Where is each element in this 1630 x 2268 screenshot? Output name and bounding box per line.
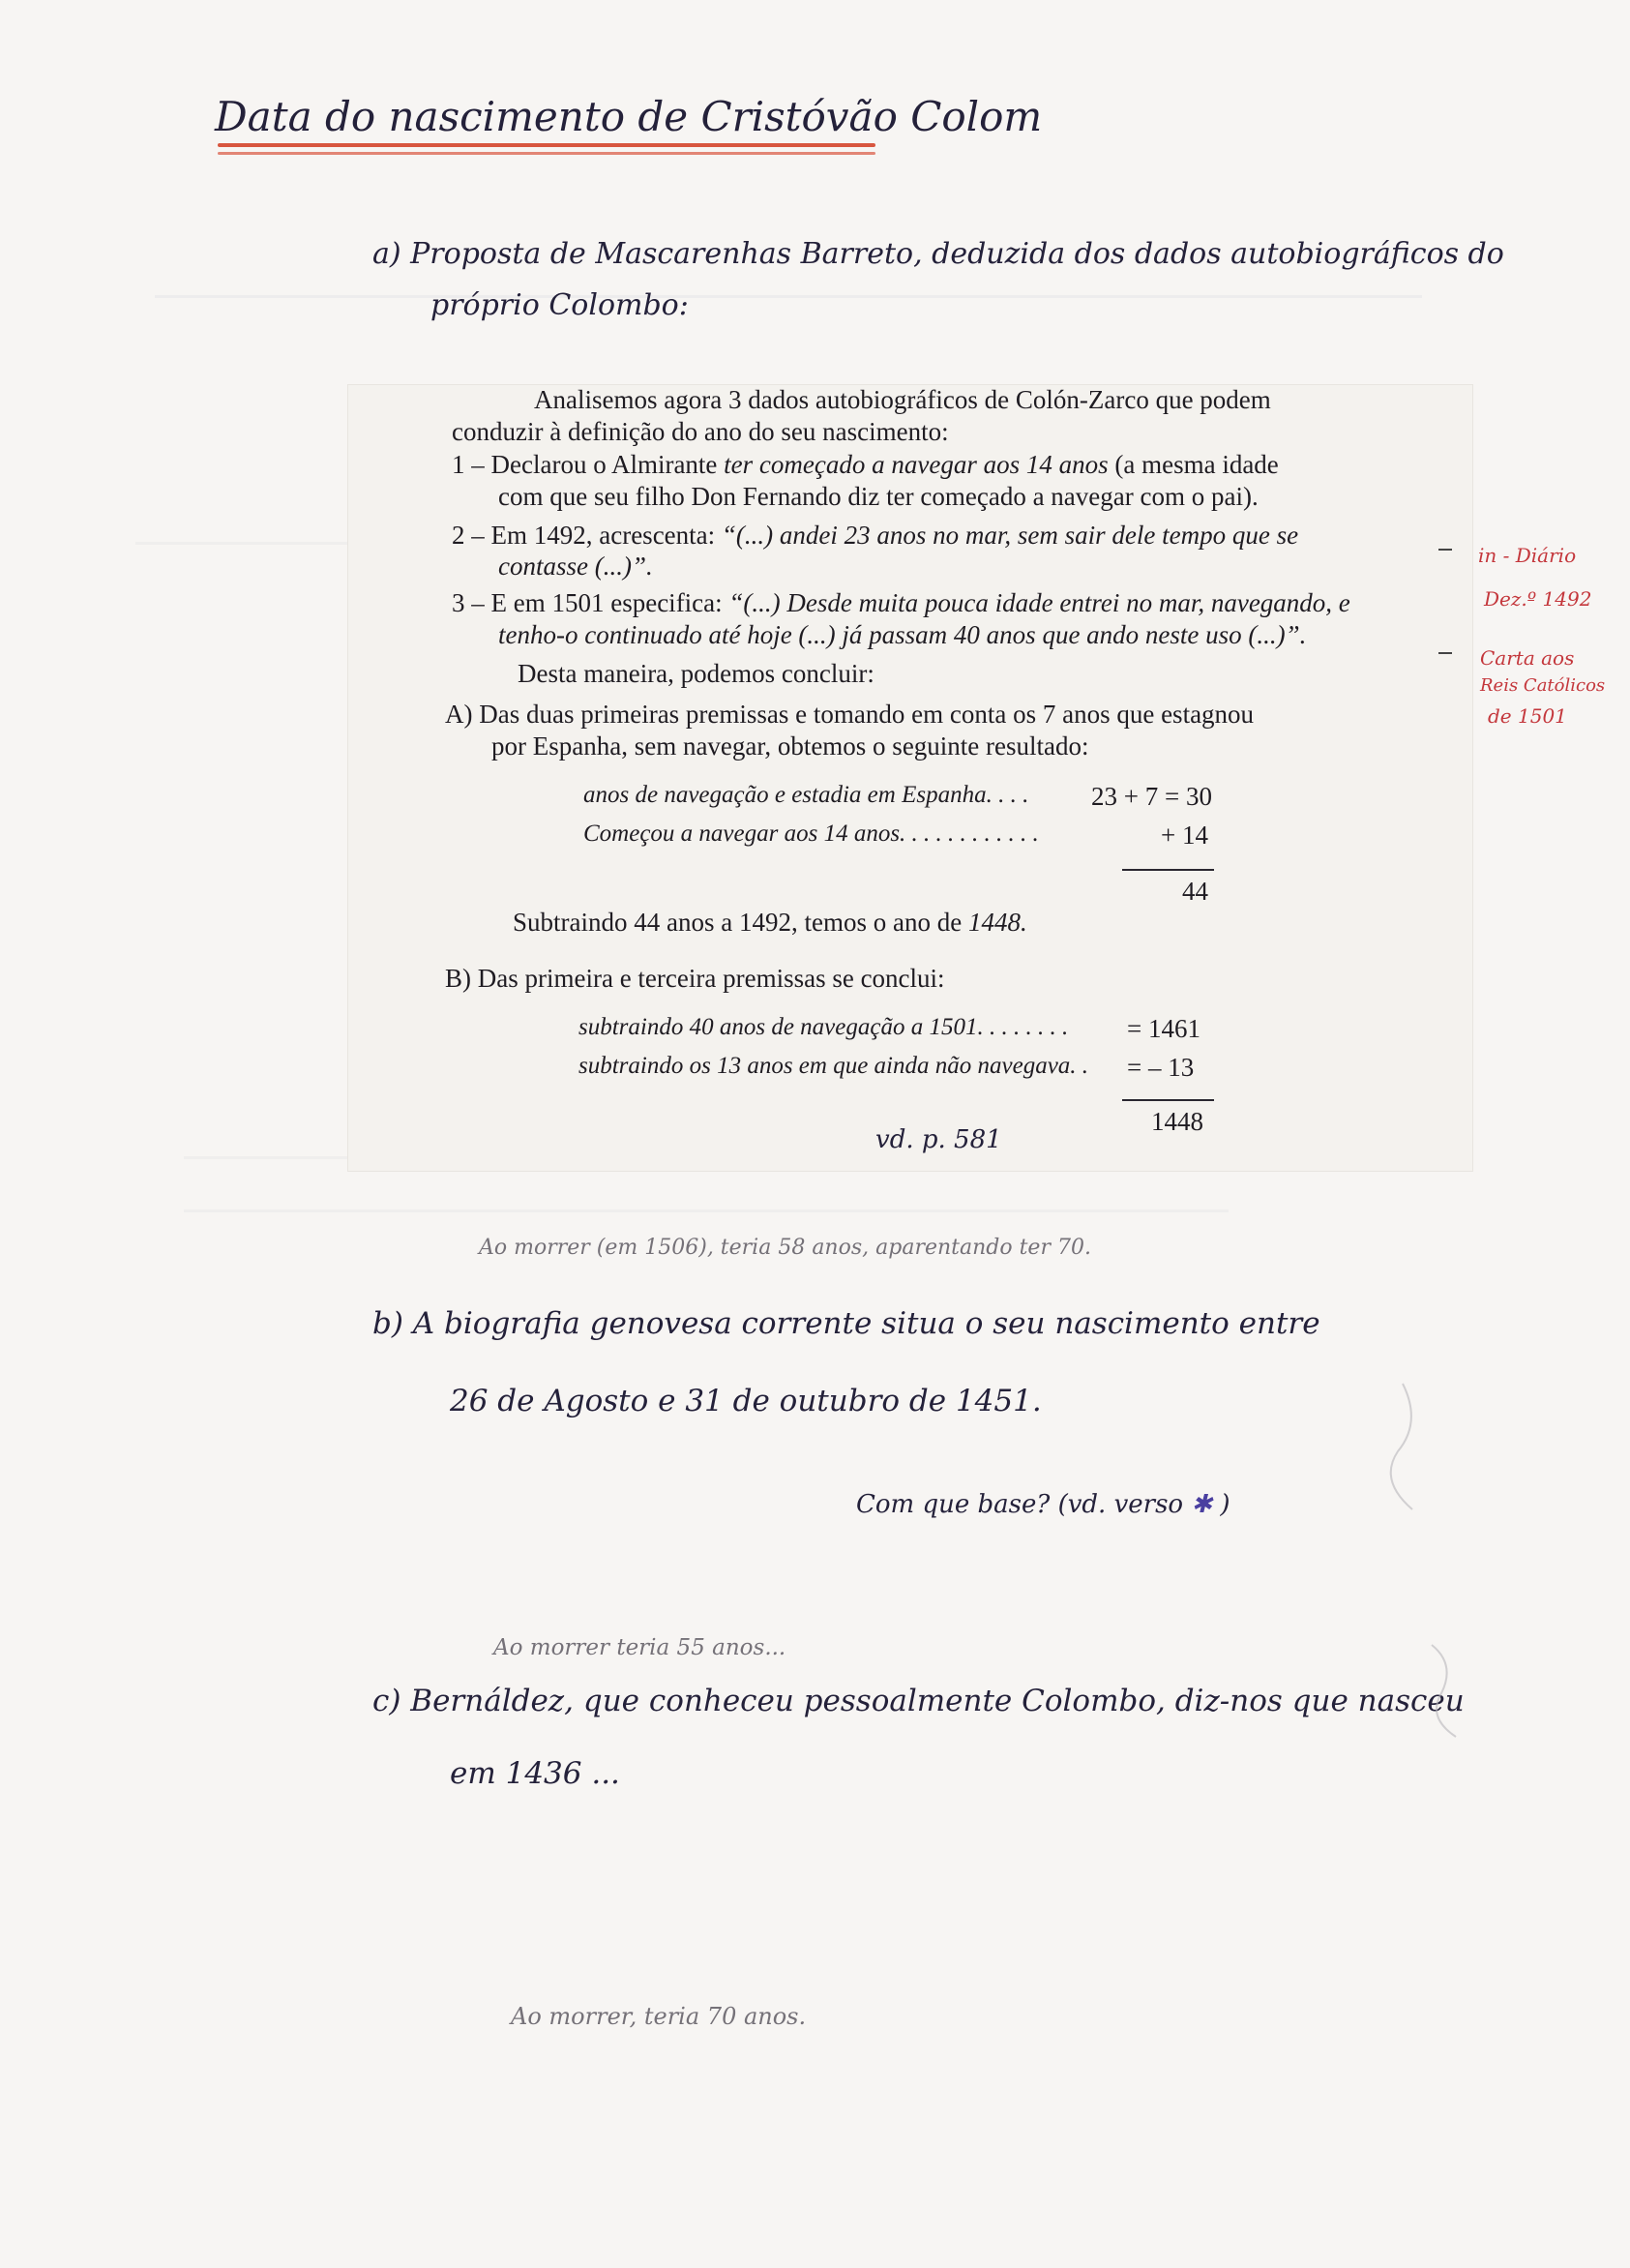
result-text: Subtraindo 44 anos a 1492, temos o ano de — [513, 908, 963, 937]
premise-3-text: 3 – E em 1501 especifica: — [452, 588, 723, 617]
calc-b-line-2: subtraindo os 13 anos em que ainda não navegava. . — [578, 1053, 1089, 1079]
premise-2 — [452, 521, 1298, 551]
calc-a-value-1: 23 + 7 = 30 — [1091, 782, 1212, 811]
premise-1-quote: ter começado a navegar aos 14 anos — [724, 450, 1109, 479]
margin-dash — [1438, 652, 1452, 654]
conclusion-a-result — [513, 908, 1027, 938]
printed-clipping — [348, 385, 1472, 1171]
calc-b-value-2: = – 13 — [1127, 1053, 1195, 1082]
title-underline — [218, 152, 875, 155]
clip-intro: Analisemos agora 3 dados autobiográficos de Colón-Zarco que podem — [534, 385, 1271, 414]
bleed-through-mark — [155, 295, 1422, 298]
asterisk-icon: ✱ — [1191, 1490, 1213, 1519]
premise-3-cont: tenho-o continuado até hoje (...) já passam 40 anos que ando neste uso (...)”. — [498, 620, 1307, 649]
margin-note-carta: Reis Católicos — [1480, 675, 1606, 696]
premise-1 — [452, 450, 1279, 480]
section-a-heading-cont: próprio Colombo: — [430, 288, 689, 322]
annotation-death-age: Ao morrer teria 55 anos... — [493, 1635, 786, 1660]
section-b-question — [856, 1490, 1230, 1519]
section-b-line: 26 de Agosto e 31 de outubro de 1451. — [450, 1384, 1042, 1418]
page-title: Data do nascimento de Cristóvão Colom — [215, 93, 1043, 140]
margin-dash — [1438, 549, 1452, 551]
question-close: ) — [1220, 1490, 1230, 1519]
annotation-death-age: Ao morrer (em 1506), teria 58 anos, aparentando ter 70. — [479, 1236, 1091, 1260]
calc-b-line-1: subtraindo 40 anos de navegação a 1501. . . . . . . . — [578, 1014, 1069, 1040]
calc-a-line-1: anos de navegação e estadia em Espanha. . . . — [583, 782, 1029, 808]
annotation-death-age: Ao morrer, teria 70 anos. — [511, 2003, 807, 2030]
bleed-through-mark — [184, 1209, 1229, 1212]
result-year: 1448. — [967, 908, 1027, 937]
section-a-heading: a) Proposta de Mascarenhas Barreto, deduzida dos dados autobiográficos do — [372, 237, 1504, 271]
sum-rule — [1122, 869, 1214, 871]
conclusion-b: B) Das primeira e terceira premissas se conclui: — [445, 964, 945, 993]
calc-a-line-2: Começou a navegar aos 14 anos. . . . . . . . . . . . — [583, 821, 1039, 847]
sum-rule — [1122, 1099, 1214, 1101]
premise-3 — [452, 588, 1350, 618]
margin-note-carta: de 1501 — [1488, 704, 1567, 728]
conclusion-a: A) Das duas primeiras premissas e tomando em conta os 7 anos que estagnou — [445, 700, 1255, 729]
question-text: Com que base? (vd. verso — [856, 1490, 1184, 1519]
page-reference: vd. p. 581 — [875, 1125, 1002, 1154]
premise-2-text: 2 – Em 1492, acrescenta: — [452, 521, 716, 550]
calc-a-total: 44 — [1182, 877, 1208, 906]
premise-1-text: (a mesma idade — [1114, 450, 1279, 479]
conclusion-intro: Desta maneira, podemos concluir: — [518, 659, 874, 688]
margin-note-diario: in - Diário — [1478, 544, 1577, 567]
section-c-line: em 1436 ... — [450, 1756, 620, 1791]
margin-note-carta: Carta aos — [1480, 646, 1575, 670]
calc-b-total: 1448 — [1151, 1107, 1203, 1136]
calc-b-value-1: = 1461 — [1127, 1014, 1200, 1043]
premise-1-text: 1 – Declarou o Almirante — [452, 450, 718, 479]
title-underline — [218, 143, 875, 147]
calc-a-value-2: + 14 — [1161, 821, 1208, 850]
premise-2-quote: “(...) andei 23 anos no mar, sem sair dele tempo que se — [721, 521, 1299, 550]
premise-2-cont: contasse (...)”. — [498, 552, 653, 581]
pencil-scribble-icon — [1364, 1355, 1480, 1761]
conclusion-a-cont: por Espanha, sem navegar, obtemos o seguinte resultado: — [491, 731, 1089, 761]
section-b-line: b) A biografia genovesa corrente situa o seu nascimento entre — [372, 1306, 1320, 1341]
premise-1-cont: com que seu filho Don Fernando diz ter começado a navegar com o pai). — [498, 482, 1259, 511]
section-c-line: c) Bernáldez, que conheceu pessoalmente Colombo, diz-nos que nasceu — [372, 1684, 1465, 1718]
premise-3-quote: “(...) Desde muita pouca idade entrei no mar, navegando, e — [728, 588, 1350, 617]
margin-note-diario: Dez.º 1492 — [1484, 587, 1592, 611]
clip-intro: conduzir à definição do ano do seu nascimento: — [452, 417, 949, 446]
